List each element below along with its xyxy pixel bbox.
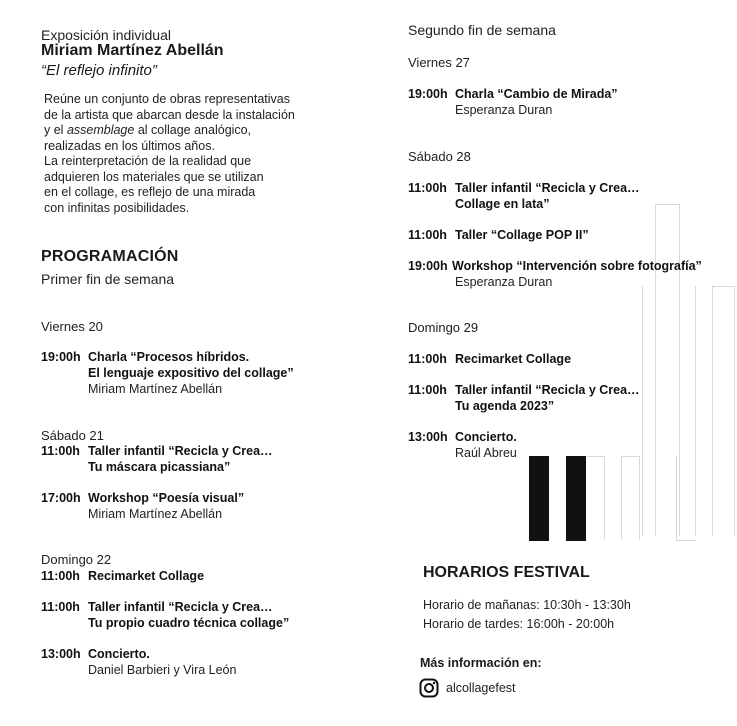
event-title: Taller infantil “Recicla y Crea… (88, 444, 273, 458)
event-title: Recimarket Collage (455, 352, 572, 366)
instagram-handle[interactable]: alcollagefest (446, 681, 516, 695)
deco-line (712, 286, 735, 287)
event-item (408, 86, 618, 118)
description-line: La reinterpretación de la realidad que (44, 154, 252, 168)
description-line: Reúne un conjunto de obras representativas (44, 92, 290, 106)
deco-line (695, 286, 696, 536)
deco-line (734, 286, 735, 536)
event-time: 11:00h (41, 444, 80, 458)
event-title: Taller infantil “Recicla y Crea… (88, 600, 273, 614)
event-title: Taller infantil “Recicla y Crea… (455, 181, 640, 195)
event-title: Recimarket Collage (88, 569, 205, 583)
event-time: 11:00h (408, 228, 447, 242)
exhibition-description (44, 92, 295, 216)
event-time: 13:00h (408, 430, 448, 444)
deco-bar (529, 456, 549, 541)
artist-name: Miriam Martínez Abellán (41, 42, 224, 59)
event-title: Concierto. (455, 430, 517, 444)
event-speaker: Esperanza Duran (455, 103, 553, 117)
event-time: 13:00h (41, 647, 81, 661)
deco-line (621, 456, 622, 540)
event-title-cont: El lenguaje expositivo del collage” (88, 366, 294, 380)
deco-line (621, 456, 640, 457)
day-label: Sábado 28 (408, 149, 471, 164)
event-time: 11:00h (408, 352, 447, 366)
event-time: 17:00h (41, 491, 81, 505)
event-title-cont: Tu máscara picassiana” (88, 460, 231, 474)
event-title: Taller “Collage POP II” (455, 228, 589, 242)
deco-line (587, 456, 605, 457)
description-line: realizadas en los últimos años. (44, 138, 215, 153)
event-item (408, 258, 702, 290)
event-item (41, 349, 294, 397)
exhibition-label: Exposición individual (41, 27, 171, 43)
morning-hours: Horario de mañanas: 10:30h - 13:30h (423, 598, 631, 612)
description-line: de la artista que abarcan desde la instalación (44, 107, 295, 122)
event-title: Taller infantil “Recicla y Crea… (455, 383, 640, 397)
event-speaker: Raúl Abreu (455, 446, 517, 460)
day-label: Domingo 22 (41, 552, 112, 567)
deco-line (676, 456, 677, 540)
day-label: Sábado 21 (41, 428, 104, 443)
horarios-title: HORARIOS FESTIVAL (423, 564, 590, 581)
event-title: Workshop “Poesía visual” (88, 491, 245, 505)
first-weekend-label: Primer fin de semana (41, 271, 175, 287)
description-line: en el collage, es reflejo de una mirada (44, 185, 256, 199)
event-item (41, 443, 273, 475)
event-title: Charla “Procesos híbridos. (88, 350, 250, 364)
event-item (408, 382, 640, 414)
event-time: 19:00h (408, 87, 448, 101)
description-line: adquieren los materiales que se utilizan (44, 169, 264, 184)
more-info-label: Más información en: (420, 656, 542, 670)
day-label: Viernes 27 (408, 55, 470, 70)
second-weekend-label: Segundo fin de semana (408, 22, 556, 38)
day-label: Domingo 29 (408, 320, 479, 335)
event-item (408, 351, 571, 367)
instagram-icon[interactable] (419, 678, 439, 698)
deco-line (604, 456, 605, 540)
event-speaker: Daniel Barbieri y Vira León (88, 663, 237, 677)
event-time: 11:00h (408, 181, 447, 195)
event-item (41, 490, 244, 522)
event-time: 19:00h (408, 259, 448, 273)
event-title-cont: Collage en lata” (455, 197, 550, 211)
event-item (408, 180, 640, 212)
event-item (41, 568, 204, 584)
event-time: 11:00h (408, 383, 447, 397)
exhibition-title: “El reflejo infinito” (41, 62, 157, 79)
event-speaker: Esperanza Duran (455, 275, 553, 289)
event-title-cont: Tu agenda 2023” (455, 399, 555, 413)
deco-line (642, 286, 643, 536)
deco-line (655, 204, 680, 205)
event-item (41, 646, 236, 678)
programacion-title: PROGRAMACIÓN (41, 248, 179, 265)
deco-line (712, 286, 713, 536)
event-time: 19:00h (41, 350, 81, 364)
day-label: Viernes 20 (41, 319, 103, 334)
event-time: 11:00h (41, 600, 80, 614)
description-line: con infinitas posibilidades. (44, 200, 190, 215)
event-title: Concierto. (88, 647, 150, 661)
description-line: y el assemblage al collage analógico, (44, 123, 252, 137)
event-title: Charla “Cambio de Mirada” (455, 87, 618, 101)
deco-line (639, 456, 640, 540)
event-title: Workshop “Intervención sobre fotografía” (452, 259, 702, 273)
event-speaker: Miriam Martínez Abellán (88, 382, 223, 396)
event-title-cont: Tu propio cuadro técnica collage” (88, 616, 290, 630)
event-item (41, 599, 289, 631)
deco-line (676, 540, 696, 541)
event-item (408, 429, 517, 461)
deco-bar (566, 456, 586, 541)
afternoon-hours: Horario de tardes: 16:00h - 20:00h (423, 617, 615, 631)
event-speaker: Miriam Martínez Abellán (88, 507, 223, 521)
event-time: 11:00h (41, 569, 80, 583)
deco-line (679, 204, 680, 536)
event-item (408, 227, 589, 243)
deco-line (655, 204, 656, 536)
